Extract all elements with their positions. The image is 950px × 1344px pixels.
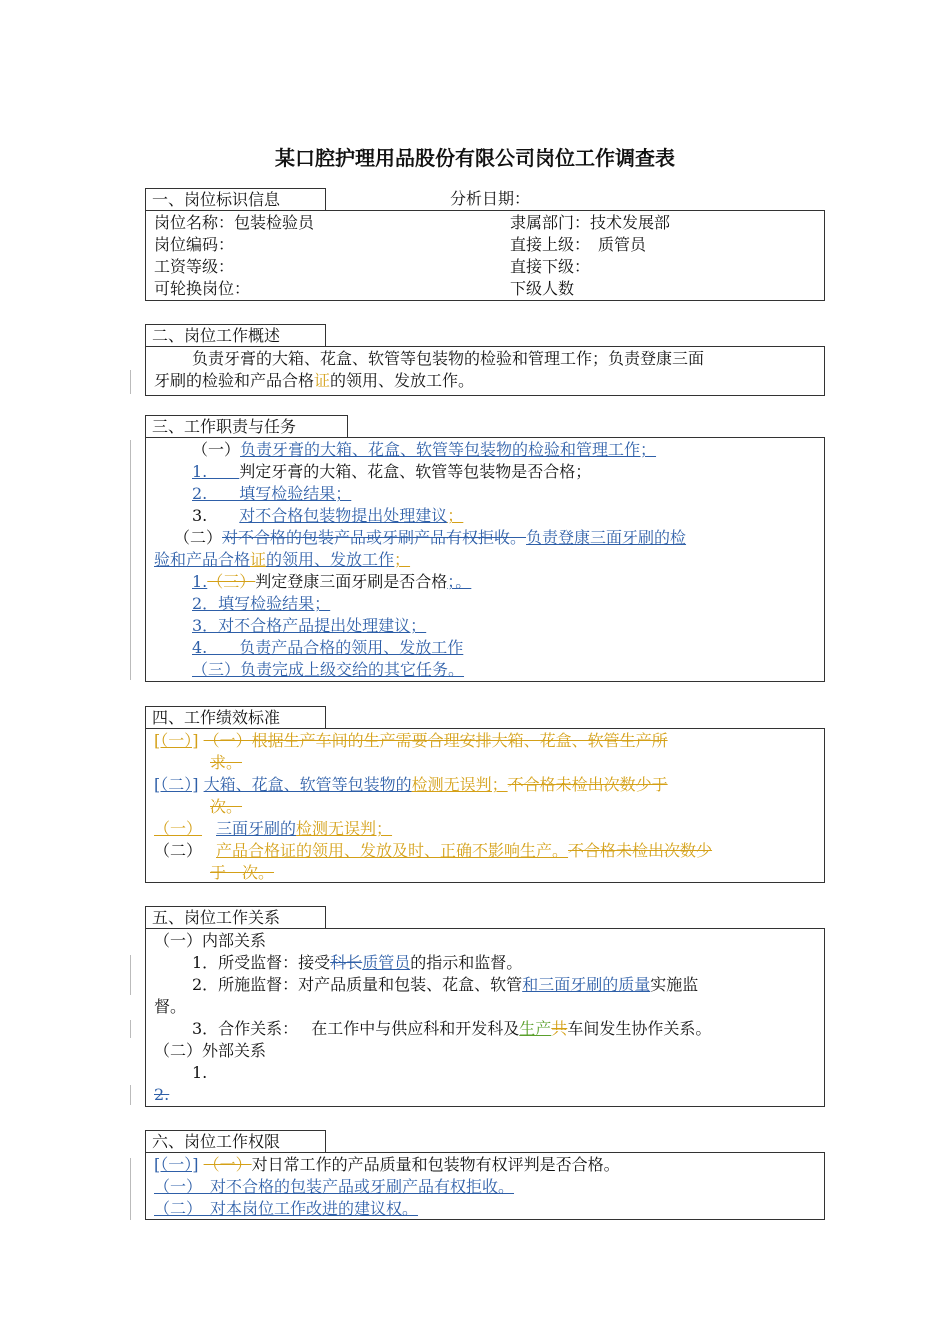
section-tab: 三、工作职责与任务 <box>145 415 348 437</box>
section-body <box>145 210 825 301</box>
relation-line: 3．合作关系： 在工作中与供应科和开发科及生产共车间发生协作关系。 <box>192 1019 712 1038</box>
overview-line: 负责牙膏的大箱、花盒、软管等包装物的检验和管理工作；负责登康三面 <box>192 349 705 368</box>
section-tab: 四、工作绩效标准 <box>145 706 326 728</box>
relation-line: 1．所受监督：接受科长质管员的指示和监督。 <box>192 953 523 972</box>
relation-line: （一）内部关系 <box>154 931 267 950</box>
duty-line: 4. 负责产品合格的领用、发放工作 <box>192 638 464 657</box>
change-bar <box>130 440 131 680</box>
section-tab: 二、岗位工作概述 <box>145 324 326 346</box>
duty-line: 验和产品合格证的领用、发放工作； <box>154 550 411 569</box>
performance-line: [（一）] （一）根据生产车间的生产需要合理安排大箱、花盒、软管生产所 <box>154 731 668 750</box>
section-body <box>145 1152 825 1220</box>
relation-line: 2．所施监督：对产品质量和包装、花盒、软管和三面牙刷的质量实施监 <box>192 975 699 994</box>
section-tab: 一、岗位标识信息 <box>145 188 326 210</box>
authority-line: （二） 对本岗位工作改进的建议权。 <box>154 1199 419 1218</box>
duty-line: 1. 判定牙膏的大箱、花盒、软管等包装物是否合格； <box>192 462 592 481</box>
duty-line: （二）对不合格的包装产品或牙刷产品有权拒收。负责登康三面牙刷的检 <box>174 528 687 547</box>
section-body <box>145 728 825 883</box>
authority-line: [（一）] （一）对日常工作的产品质量和包装物有权评判是否合格。 <box>154 1155 620 1174</box>
duty-line: 3．对不合格产品提出处理建议； <box>192 616 427 635</box>
section-tab: 五、岗位工作关系 <box>145 906 326 928</box>
duty-line: 1.（三）判定登康三面牙刷是否合格；。 <box>192 572 472 591</box>
performance-line: 于 次。 <box>210 863 275 882</box>
performance-line: [（二）] 大箱、花盒、软管等包装物的检测无误判；不合格未检出次数少于 <box>154 775 668 794</box>
overview-line: 牙刷的检验和产品合格证的领用、发放工作。 <box>154 371 475 390</box>
duty-line: （一）负责牙膏的大箱、花盒、软管等包装物的检验和管理工作； <box>192 440 657 459</box>
duty-line: 3. 对不合格包装物提出处理建议； <box>192 506 464 525</box>
info-row: 岗位名称：包装检验员 隶属部门：技术发展部 <box>154 213 671 232</box>
info-row: 可轮换岗位： 下级人数 <box>154 279 575 298</box>
duty-line: 2．填写检验结果； <box>192 594 331 613</box>
info-row: 岗位编码： 直接上级： 质管员 <box>154 235 647 254</box>
duty-line: 2. 填写检验结果； <box>192 484 352 503</box>
change-bar <box>130 370 131 394</box>
analysis-date-label: 分析日期： <box>450 189 531 208</box>
change-bar <box>130 1158 131 1220</box>
change-bar <box>130 1085 131 1105</box>
change-bar <box>130 955 131 995</box>
performance-line: 求。 <box>210 753 243 772</box>
performance-line: 次。 <box>210 797 243 816</box>
section-tab: 六、岗位工作权限 <box>145 1130 326 1152</box>
duty-line: （三）负责完成上级交给的其它任务。 <box>192 660 465 679</box>
section-body <box>145 928 825 1107</box>
performance-line: （一） 三面牙刷的检测无误判； <box>154 819 393 838</box>
relation-line: （二）外部关系 <box>154 1041 267 1060</box>
document-title: 某口腔护理用品股份有限公司岗位工作调查表 <box>275 146 675 170</box>
info-row: 工资等级： 直接下级： <box>154 257 591 276</box>
change-bar <box>130 1020 131 1038</box>
section-body <box>145 346 825 396</box>
section-body <box>145 437 825 682</box>
relation-line: 督。 <box>154 997 187 1016</box>
performance-line: （二） 产品合格证的领用、发放及时、正确不影响生产。不合格未检出次数少 <box>154 841 713 860</box>
relation-line: 1. <box>192 1063 208 1082</box>
authority-line: （一） 对不合格的包装产品或牙刷产品有权拒收。 <box>154 1177 515 1196</box>
relation-line: 2. <box>154 1085 170 1104</box>
